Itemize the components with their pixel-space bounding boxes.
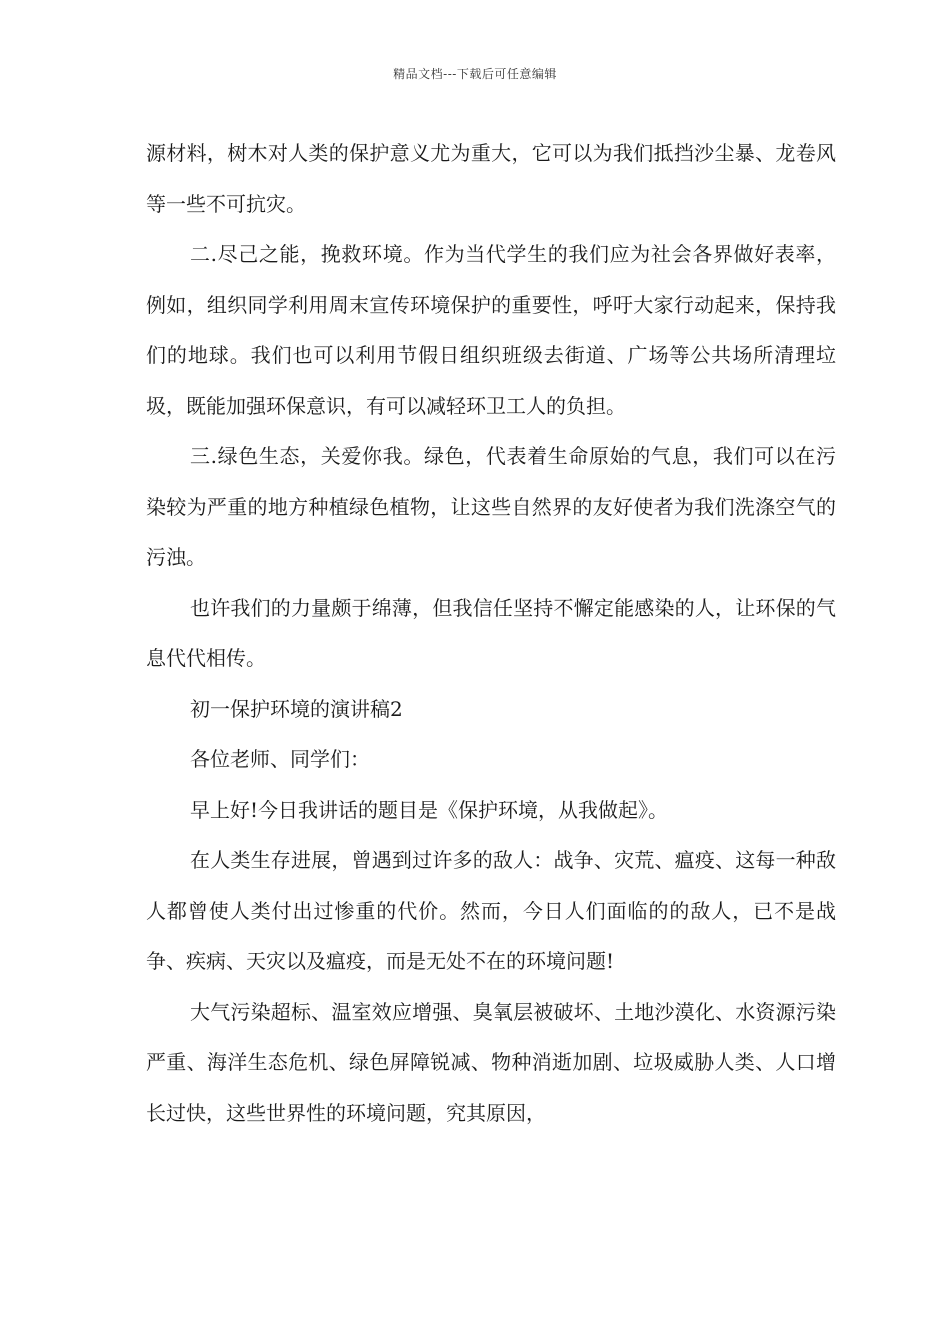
- paragraph: 二.尽己之能，挽救环境。作为当代学生的我们应为社会各界做好表率，例如，组织同学利用周末宣传环境保护的重要性，呼吁大家行动起来，保持我们的地球。我们也可以利用节假日组织班级去街道、广场等公共场所清理垃圾，既能加强环保意识，有可以减轻环卫工人的负担。: [146, 242, 836, 418]
- paragraph: 在人类生存进展，曾遇到过许多的敌人：战争、灾荒、瘟疫、这每一种敌人都曾使人类付出过惨重的代价。然而，今日人们面临的的敌人，已不是战争、疾病、天灾以及瘟疫，而是无处不在的环境问题!: [146, 848, 836, 973]
- paragraph: 三.绿色生态，关爱你我。绿色，代表着生命原始的气息，我们可以在污染较为严重的地方种植绿色植物，让这些自然界的友好使者为我们洗涤空气的污浊。: [146, 444, 836, 569]
- salutation: 各位老师、同学们：: [190, 747, 370, 771]
- paragraph: 源材料，树木对人类的保护意义尤为重大，它可以为我们抵挡沙尘暴、龙卷风等一些不可抗灾。: [146, 141, 836, 216]
- paragraph: 也许我们的力量颇于绵薄，但我信任坚持不懈定能感染的人，让环保的气息代代相传。: [146, 595, 836, 670]
- paragraph: 早上好!今日我讲话的题目是《保护环境，从我做起》。: [190, 797, 669, 822]
- page-header: 精品文档---下载后可任意编辑: [393, 67, 557, 81]
- speech-title: 初一保护环境的演讲稿2: [190, 696, 403, 721]
- paragraph: 大气污染超标、温室效应增强、臭氧层被破坏、土地沙漠化、水资源污染严重、海洋生态危机、绿色屏障锐减、物种消逝加剧、垃圾威胁人类、人口增长过快，这些世界性的环境问题，究其原因，: [146, 999, 836, 1125]
- document-body: [146, 128, 836, 1138]
